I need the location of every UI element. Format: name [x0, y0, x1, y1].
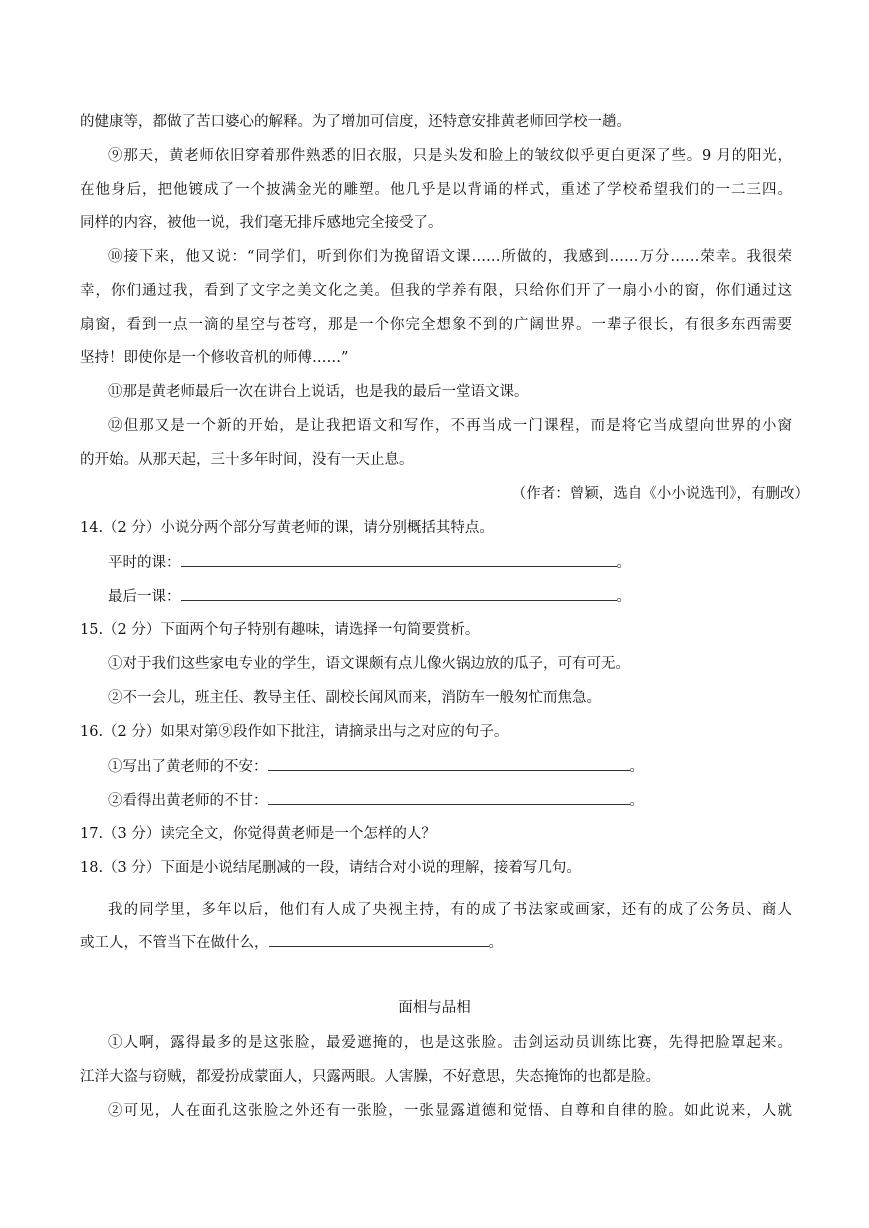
question-18-stem: 18.（3 分）下面是小说结尾删减的一段，请结合对小说的理解，接着写几句。 — [80, 860, 581, 876]
paragraph-12-line-1: ⑫但那又是一个新的开始，是让我把语文和写作，不再当成一门课程，而是将它当成望向世界的小窗 — [108, 418, 792, 434]
essay-paragraph-1-line-1: ①人啊，露得最多的是这张脸，最爱遮掩的，也是这张脸。击剑运动员训练比赛，先得把脸罩起来。 — [108, 1035, 792, 1051]
answer-blank[interactable] — [269, 932, 489, 947]
answer-blank[interactable] — [268, 756, 630, 771]
question-15-stem: 15.（2 分）下面两个句子特别有趣味，请选择一句简要赏析。 — [80, 622, 480, 638]
question-14-answer-1 — [108, 552, 631, 573]
paragraph-10-line-1: ⑩接下来，他又说：“同学们，听到你们为挽留语文课……所做的，我感到……万分……荣幸。我很荣 — [108, 249, 792, 265]
paragraph-8-tail: 的健康等，都做了苦口婆心的解释。为了增加可信度，还特意安排黄老师回学校一趟。 — [80, 114, 631, 130]
question-18-line-2 — [80, 932, 503, 953]
question-16-answer-2 — [108, 790, 644, 811]
answer-2-label: ②看得出黄老师的不甘： — [108, 793, 268, 809]
question-15-sentence-2: ②不一会儿，班主任、教导主任、副校长闻风而来，消防车一般匆忙而焦急。 — [108, 690, 601, 706]
paragraph-10-line-4: 坚持！即使你是一个修收音机的师傅……” — [80, 350, 349, 366]
essay-paragraph-2-line-1: ②可见，人在面孔这张脸之外还有一张脸，一张显露道德和觉悟、自尊和自律的脸。如此说来，人就 — [108, 1103, 792, 1119]
question-15-sentence-1: ①对于我们这些家电专业的学生，语文课颇有点儿像火锅边放的瓜子，可有可无。 — [108, 656, 630, 672]
question-14-stem: 14.（2 分）小说分两个部分写黄老师的课，请分别概括其特点。 — [80, 520, 494, 536]
answer-2-label: 最后一课： — [108, 589, 181, 605]
paragraph-10-line-3: 扇窗，看到一点一滴的星空与苍穹，那是一个你完全想象不到的广阔世界。一辈子很长，有很多东西需要 — [80, 317, 792, 333]
answer-blank[interactable] — [181, 552, 617, 567]
paragraph-9-line-2: 在他身后，把他镀成了一个披满金光的雕塑。他几乎是以背诵的样式，重述了学校希望我们的一二三四。 — [80, 182, 792, 198]
essay-title: 面相与品相 — [398, 1000, 471, 1016]
answer-1-label: 平时的课： — [108, 555, 181, 571]
paragraph-9-line-1: ⑨那天，黄老师依旧穿着那件熟悉的旧衣服，只是头发和脸上的皱纹似乎更白更深了些。9 月的阳光， — [108, 148, 792, 164]
answer-end-mark: 。 — [629, 793, 644, 809]
line-2-prefix: 或工人，不管当下在做什么， — [80, 935, 269, 951]
question-16-answer-1 — [108, 756, 644, 777]
source-citation: （作者：曾颖，选自《小小说选刊》，有删改） — [511, 486, 809, 502]
paragraph-9-line-3: 同样的内容，被他一说，我们毫无排斥感地完全接受了。 — [80, 215, 443, 231]
answer-blank[interactable] — [268, 790, 630, 805]
question-16-stem: 16.（2 分）如果对第⑨段作如下批注，请摘录出与之对应的句子。 — [80, 724, 509, 740]
answer-blank[interactable] — [181, 586, 617, 601]
paragraph-11: ⑪那是黄老师最后一次在讲台上说话，也是我的最后一堂语文课。 — [108, 384, 529, 400]
paragraph-12-line-2: 的开始。从那天起，三十多年时间，没有一天止息。 — [80, 452, 414, 468]
answer-end-mark: 。 — [616, 589, 631, 605]
question-18-line-1: 我的同学里，多年以后，他们有人成了央视主持，有的成了书法家或画家，还有的成了公务员、商人 — [108, 902, 792, 918]
answer-end-mark: 。 — [488, 935, 503, 951]
question-14-answer-2 — [108, 586, 631, 607]
answer-end-mark: 。 — [616, 555, 631, 571]
paragraph-10-line-2: 幸，你们通过我，看到了文字之美文化之美。但我的学养有限，只给你们开了一扇小小的窗，你们通过这 — [80, 283, 792, 299]
answer-1-label: ①写出了黄老师的不安： — [108, 759, 268, 775]
essay-paragraph-1-line-2: 江洋大盗与窃贼，都爱扮成蒙面人，只露两眼。人害臊，不好意思，失态掩饰的也都是脸。 — [80, 1069, 660, 1085]
question-17-stem: 17.（3 分）读完全文，你觉得黄老师是一个怎样的人？ — [80, 826, 436, 842]
answer-end-mark: 。 — [629, 759, 644, 775]
